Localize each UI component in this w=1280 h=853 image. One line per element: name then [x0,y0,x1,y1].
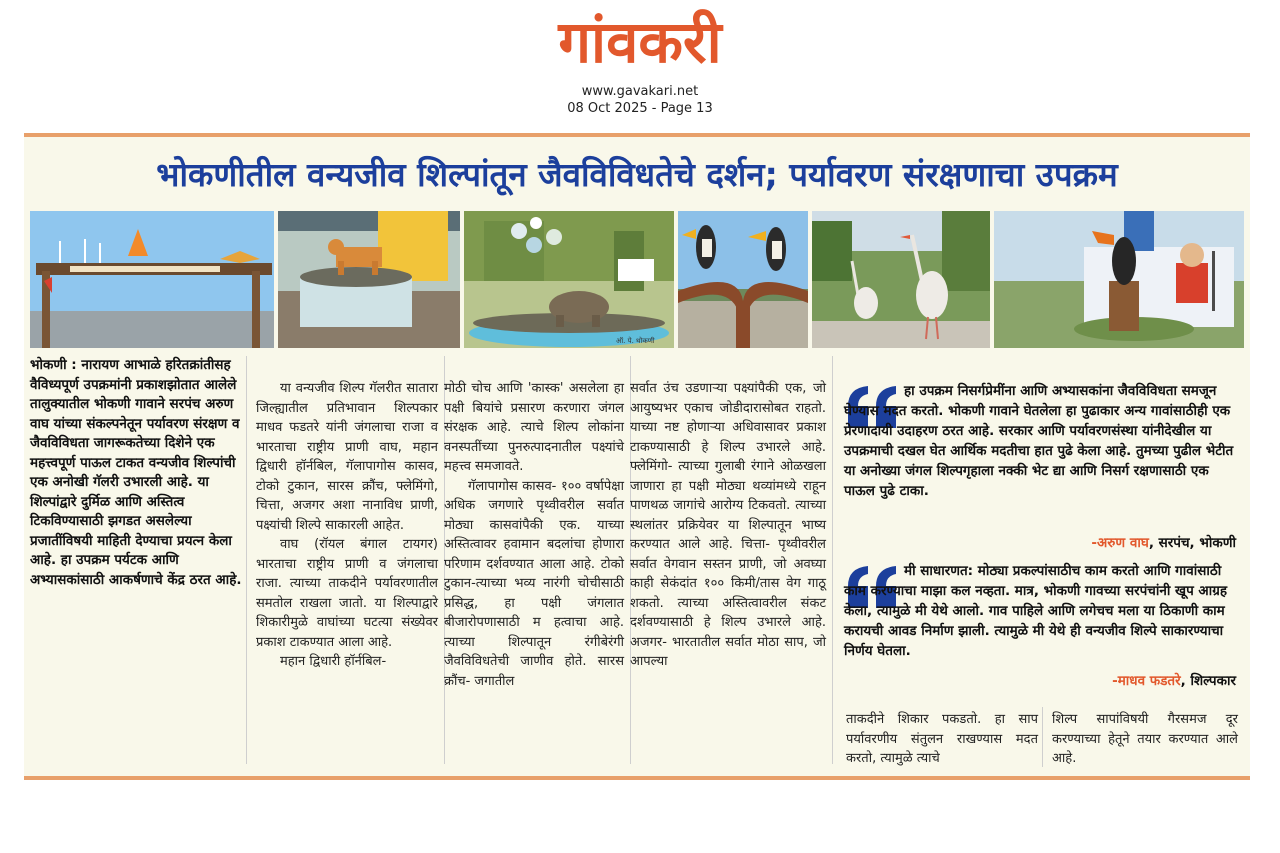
hornbill-sculpture-photo [678,211,808,348]
crane-sculpture-photo [812,211,990,348]
body-column-5 [1052,710,1238,769]
signature-role: , सरपंच, भोकणी [1148,535,1236,551]
paragraph: गॅलापागोस कासव- १०० वर्षापेक्षा अधिक जगणारे पृथ्वीवरील सर्वात मोठ्या कासवांपैकी एक. याच्या अस्तित्वावर हवामान बदलांचा होणारा परिणाम दर्शवण्यात आला आहे. टोको टुकान-त्याच्या भव्य नारंगी चोचीसाठी प्रसिद्ध, हा पक्षी जंगलात बीजारोपणासाठी म हत्वाचा आहे. त्याच्या शिल्पातून रंगीबेरंगी जैवविविधतेची जाणीव होते. सारस क्रौंच- जगातील [444,478,624,689]
quote-sculptor-signature [844,671,1236,689]
photo-caption: ऑ. पे. थोकणी [616,337,655,345]
signature-role: , शिल्पकार [1180,673,1236,689]
masthead [0,0,1280,125]
paragraph: या वन्यजीव शिल्प गॅलरीत सातारा जिल्ह्यातील प्रतिभावान शिल्पकार माधव फडतरे यांनी जंगलाचा राजा व भारताचा राष्ट्रीय प्राणी वाघ, महान द्विधारी हॉर्नबिल, गॅलापागोस कासव, टोको टुकान, सारस क्रौंच, फ्लेमिंगो, चित्ता, अजगर अशा नानाविध प्राणी, पक्ष्यांची शिल्पे साकारली आहेत. [256,381,438,533]
body-column-1 [256,379,438,672]
tiger-sculpture-photo [278,211,460,348]
paragraph: ताकदीने शिकार पकडतो. हा साप पर्यावरणीय संतुलन राखण्यास मदत करतो, त्यामुळे त्याचे [846,712,1038,766]
paragraph: सर्वात उंच उडणाऱ्या पक्ष्यांपैकी एक, जो आयुष्यभर एकाच जोडीदारासोबत राहतो. याच्या नष्ट होणाऱ्या अधिवासावर प्रकाश टाकण्यासाठी हे शिल्प उभारले आहे. फ्लेमिंगो- त्याच्या गुलाबी रंगाने ओळखला जाणारा हा पक्षी मोठ्या थव्यांमध्ये राहून पाणथळ जागांचे आरोग्य टिकवतो. त्याच्या स्थलांतर प्रक्रियेवर या शिल्पातून भाष्य करण्यात आले आहे. चित्ता- पृथ्वीवरील सर्वात वेगवान सस्तन प्राणी, जो अवघ्या काही सेकंदांत १०० किमी/तास वेग गाठू शकतो. त्याच्या अस्तित्वावरील संकट दर्शवण्यासाठी हे शिल्प उभारले आहे. अजगर- भारतातील सर्वात मोठा साप, जो आपल्या [630,381,826,669]
quote-sculptor: मी साधारणत: मोठ्या प्रकल्पांसाठीच काम करतो आणि गावांसाठी काम करण्याचा माझा कल नव्हता. मात्र, भोकणी गावच्या सरपंचांनी खूप आग्रह केला, त्यामुळे मी येथे आलो. गाव पाहिले आणि लगेचच मला या ठिकाणी काम करायची आवड निर्माण झाली. त्यामुळे मी येथे ही वन्यजीव शिल्पे साकारण्याचा निर्णय घेतला. [844,563,1228,659]
paragraph: मोठी चोच आणि 'कास्क' असलेला हा पक्षी बियांचे प्रसारण करणारा जंगल संरक्षक आहे. त्याचे शिल्प लोकांना वनस्पतींच्या पुनरुत्पादनातील पक्ष्यांचे महत्त्व समजावते. [444,381,624,474]
signature-name: -माधव फडतरे [1112,673,1181,689]
newspaper-logo: गांवकरी [558,8,722,76]
column-divider [1042,707,1043,767]
signature-name: -अरुण वाघ [1091,535,1149,551]
quote-sarpanch: हा उपक्रम निसर्गप्रेमींना आणि अभ्यासकांना जैवविविधता समजून घेण्यास मदत करतो. भोकणी गावाने घेतलेला हा पुढाकार अन्य गावांसाठीही एक प्रेरणादायी उदाहरण ठरत आहे. सरकार आणि पर्यावरणसंस्था यांनीदेखील या उपक्रमाची दखल घेत आर्थिक मदतीचा हात पुढे केला आहे. तुमच्या पुढील भेटीत या अनोख्या जंगल शिल्पगृहाला नक्की भेट द्या आणि निसर्ग रक्षणासाठी एक पाऊल पुढे टाका. [844,383,1234,499]
paragraph: महान द्विधारी हॉर्नबिल- [280,654,387,669]
paragraph: शिल्प सापांविषयी गैरसमज दूर करण्याच्या हेतूने तयार करण्यात आले आहे. [1052,712,1238,766]
tortoise-sculpture-photo [464,211,674,348]
edition-date-page: 08 Oct 2025 - Page 13 [567,101,713,116]
toucan-sculpture-photo [994,211,1244,348]
article-headline: भोकणीतील वन्यजीव शिल्पांतून जैवविविधतेचे दर्शन; पर्यावरण संरक्षणाचा उपक्रम [156,155,1118,194]
quote-sarpanch-signature [844,533,1236,551]
body-column-4 [846,710,1038,769]
column-divider [832,356,833,764]
body-column-3 [630,379,826,672]
body-column-2 [444,379,624,691]
article-panel [24,133,1250,780]
entrance-arch-photo [30,211,274,348]
column-divider [246,356,247,764]
paragraph: वाघ (रॉयल बंगाल टायगर) भारताचा राष्ट्रीय प्राणी व जंगलाचा राजा. त्याच्या ताकदीने पर्यावरणातील समतोल राखला जातो. या शिल्पाद्वारे शिकारीमुळे वाघांच्या घटत्या संख्येवर प्रकाश टाकण्यात आला आहे. [256,537,438,650]
article-intro: भोकणी : नारायण आभाळे हरितक्रांतीसह वैविध्यपूर्ण उपक्रमांनी प्रकाशझोतात आलेले तालुक्यातील भोकणी गावाने सरपंच अरुण वाघ यांच्या संकल्पनेतून पर्यावरण संरक्षण व जैवविविधता जागरूकतेच्या दिशेने एक महत्त्वपूर्ण पाऊल टाकत वन्यजीव शिल्पांची एक अनोखी गॅलरी उभारली आहे. या शिल्पांद्वारे दुर्मिळ आणि अस्तित्व टिकविण्यासाठी झगडत असलेल्या प्रजातींविषयी माहिती देण्याचा प्रयत्न केला आहे. हा उपक्रम पर्यटक आणि अभ्यासकांसाठी आकर्षणाचे केंद्र ठरत आहे. [30,357,242,588]
website-url[interactable]: www.gavakari.net [581,84,699,99]
